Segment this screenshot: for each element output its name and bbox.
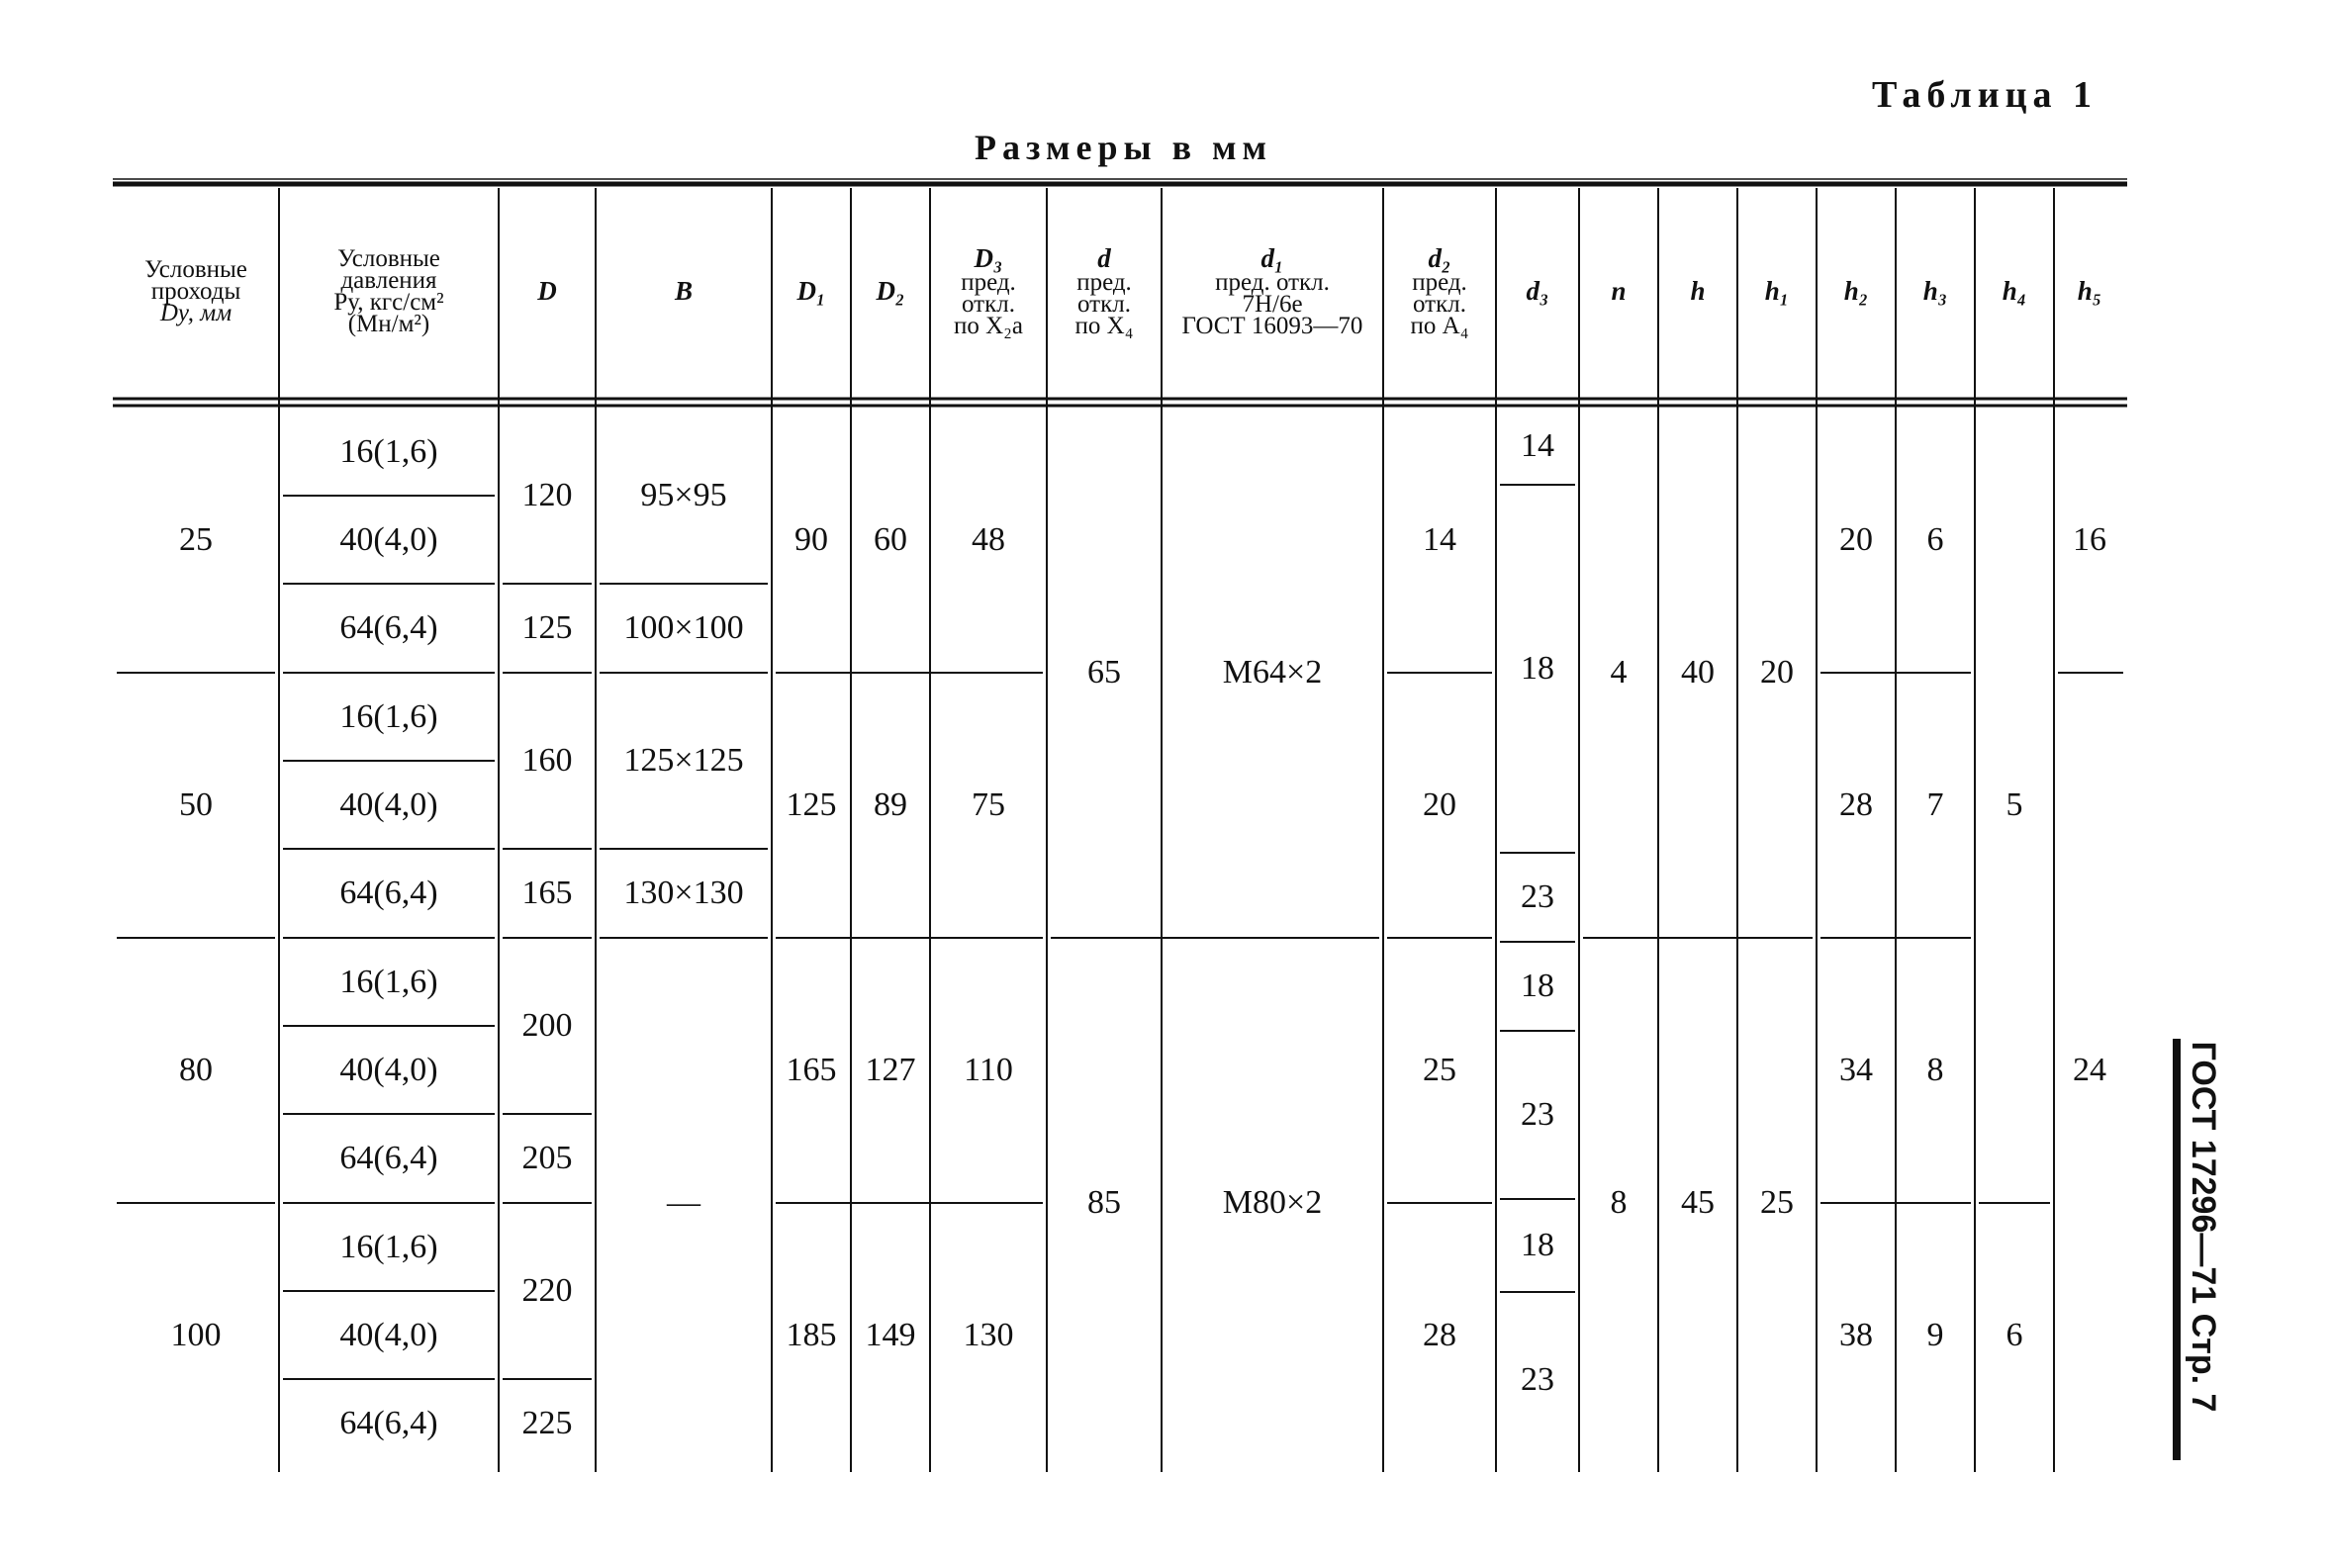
header-d2-line-4: по A₄ (1410, 312, 1469, 339)
header-D3-symbol: D₃ (974, 242, 1003, 273)
header-d1-line-3: 7H/6e (1242, 290, 1303, 318)
cell-h1: 20 (1760, 654, 1794, 691)
cell-D1: 185 (786, 1317, 837, 1353)
cell-d3: 23 (1521, 1361, 1554, 1398)
cell-d: 85 (1087, 1184, 1121, 1221)
header-h3-label: h₃ (1922, 275, 1948, 306)
header-n-label: n (1611, 275, 1627, 306)
cell-D: 225 (521, 1405, 573, 1441)
header-D2 (851, 188, 930, 396)
cell-D3: 75 (972, 786, 1005, 823)
cell-h5: 16 (2073, 521, 2106, 558)
cell-h2: 34 (1839, 1052, 1873, 1088)
cell-d3: 14 (1521, 427, 1554, 464)
cell-py: 64(6,4) (339, 875, 438, 911)
cell-h: 40 (1681, 654, 1715, 691)
cell-d3: 18 (1521, 968, 1554, 1004)
header-D3-line-3: откл. (962, 290, 1015, 318)
header-d1-line-4: ГОСТ 16093—70 (1181, 312, 1363, 339)
cell-dy: 25 (179, 521, 213, 558)
cell-d1: M64×2 (1222, 654, 1323, 691)
cell-py: 40(4,0) (339, 520, 438, 558)
cell-h3: 7 (1926, 786, 1944, 823)
cell-B: 95×95 (640, 477, 727, 513)
cell-h1: 25 (1760, 1184, 1794, 1221)
header-py-line-4: (Мн/м²) (347, 311, 430, 337)
cell-D2: 60 (874, 521, 907, 558)
header-d-line-4: по X₄ (1074, 312, 1134, 339)
cell-D1: 90 (794, 521, 828, 558)
cell-B: 125×125 (623, 742, 744, 779)
header-dy-line-1: Условные (144, 256, 247, 283)
header-h (1658, 188, 1737, 396)
cell-py: 16(1,6) (339, 697, 438, 735)
cell-h2: 38 (1839, 1317, 1873, 1353)
cell-py: 64(6,4) (339, 1405, 438, 1441)
cell-n: 4 (1610, 654, 1628, 691)
cell-d3: 18 (1521, 1227, 1554, 1263)
cell-B: 100×100 (623, 609, 744, 646)
cell-h3: 6 (1926, 521, 1944, 558)
header-d1-symbol: d₁ (1260, 242, 1284, 273)
cell-d3: 23 (1521, 1096, 1554, 1133)
cell-B: 130×130 (623, 875, 744, 911)
header-d2-symbol: d₂ (1428, 242, 1451, 273)
cell-py: 40(4,0) (339, 785, 438, 823)
cell-d2: 25 (1423, 1052, 1456, 1088)
cell-h5: 24 (2073, 1052, 2106, 1088)
cell-D2: 149 (865, 1317, 916, 1353)
header-d-symbol: d (1097, 242, 1111, 273)
header-dy-line-3: Dу, мм (159, 300, 233, 326)
cell-D3: 130 (963, 1317, 1014, 1353)
cell-D2: 127 (865, 1052, 916, 1088)
header-d (1047, 188, 1162, 396)
cell-D: 160 (521, 742, 573, 779)
header-h2-label: h₂ (1843, 275, 1869, 306)
cell-D: 205 (521, 1140, 573, 1176)
cell-B: — (667, 1184, 700, 1221)
header-dy (113, 188, 279, 396)
header-h1-label: h₁ (1764, 275, 1790, 306)
cell-d3: 18 (1521, 650, 1554, 687)
header-h4 (1975, 188, 2054, 396)
header-d-line-3: откл. (1077, 290, 1131, 318)
header-d-line-2: пред. (1076, 268, 1132, 296)
header-d3-label: d₃ (1526, 275, 1549, 306)
cell-py: 40(4,0) (339, 1316, 438, 1353)
header-B-label: B (674, 275, 693, 306)
cell-h3: 9 (1926, 1317, 1944, 1353)
cell-D: 200 (521, 1007, 573, 1044)
cell-py: 16(1,6) (339, 963, 438, 1000)
cell-D1: 125 (786, 786, 837, 823)
cell-D: 220 (521, 1272, 573, 1309)
cell-h3: 8 (1926, 1052, 1944, 1088)
header-d3 (1496, 188, 1579, 396)
cell-d1: M80×2 (1222, 1184, 1323, 1221)
cell-d2: 14 (1423, 521, 1456, 558)
header-h2 (1817, 188, 1896, 396)
cell-py: 64(6,4) (339, 1140, 438, 1176)
header-d1-line-2: пред. откл. (1215, 268, 1330, 296)
header-n (1579, 188, 1658, 396)
cell-py: 16(1,6) (339, 432, 438, 470)
header-h3 (1896, 188, 1975, 396)
header-D3-line-2: пред. (961, 268, 1016, 296)
cell-dy: 100 (170, 1317, 222, 1353)
header-D3-line-4: по X₂a (954, 312, 1023, 339)
cell-py: 16(1,6) (339, 1228, 438, 1265)
header-D1 (772, 188, 851, 396)
header-d2 (1383, 188, 1496, 396)
cell-dy: 50 (179, 786, 213, 823)
header-d2-line-2: пред. (1412, 268, 1467, 296)
header-py-line-1: Условные (337, 245, 440, 272)
header-d1 (1162, 188, 1383, 396)
header-D (499, 188, 596, 396)
header-h5 (2054, 188, 2125, 396)
header-D2-label: D₂ (876, 275, 905, 306)
cell-d: 65 (1087, 654, 1121, 691)
cell-D2: 89 (874, 786, 907, 823)
header-h5-label: h₅ (2077, 275, 2102, 306)
cell-D1: 165 (786, 1052, 837, 1088)
cell-h2: 28 (1839, 786, 1873, 823)
cell-D: 125 (521, 609, 573, 646)
header-h4-label: h₄ (2002, 275, 2027, 306)
cell-n: 8 (1610, 1184, 1628, 1221)
header-py-line-2: давления (340, 267, 437, 294)
cell-py: 64(6,4) (339, 609, 438, 646)
cell-D3: 110 (964, 1052, 1013, 1088)
side-reference: ГОСТ 17296—71 Стр. 7 (2185, 1041, 2222, 1413)
header-D3 (930, 188, 1047, 396)
cell-py: 40(4,0) (339, 1051, 438, 1088)
header-dy-line-2: проходы (150, 278, 241, 305)
header-d2-line-3: откл. (1413, 290, 1466, 318)
header-py-line-3: Pу, кгс/см² (333, 289, 444, 316)
cell-h4: 6 (2006, 1317, 2023, 1353)
cell-D3: 48 (972, 521, 1005, 558)
cell-d3: 23 (1521, 878, 1554, 915)
cell-d2: 20 (1423, 786, 1456, 823)
cell-h: 45 (1681, 1184, 1715, 1221)
cell-h4: 5 (2006, 786, 2023, 823)
header-py (279, 188, 499, 396)
cell-D: 165 (521, 875, 573, 911)
header-D1-label: D₁ (796, 275, 826, 306)
header-D-label: D (537, 275, 557, 306)
header-h1 (1737, 188, 1817, 396)
cell-d2: 28 (1423, 1317, 1456, 1353)
header-B (596, 188, 772, 396)
cell-D: 120 (521, 477, 573, 513)
units-caption: Размеры в мм (975, 128, 1273, 167)
header-h-label: h (1690, 275, 1706, 306)
cell-dy: 80 (179, 1052, 213, 1088)
table-title: Таблица 1 (1871, 74, 2098, 116)
cell-h2: 20 (1839, 521, 1873, 558)
